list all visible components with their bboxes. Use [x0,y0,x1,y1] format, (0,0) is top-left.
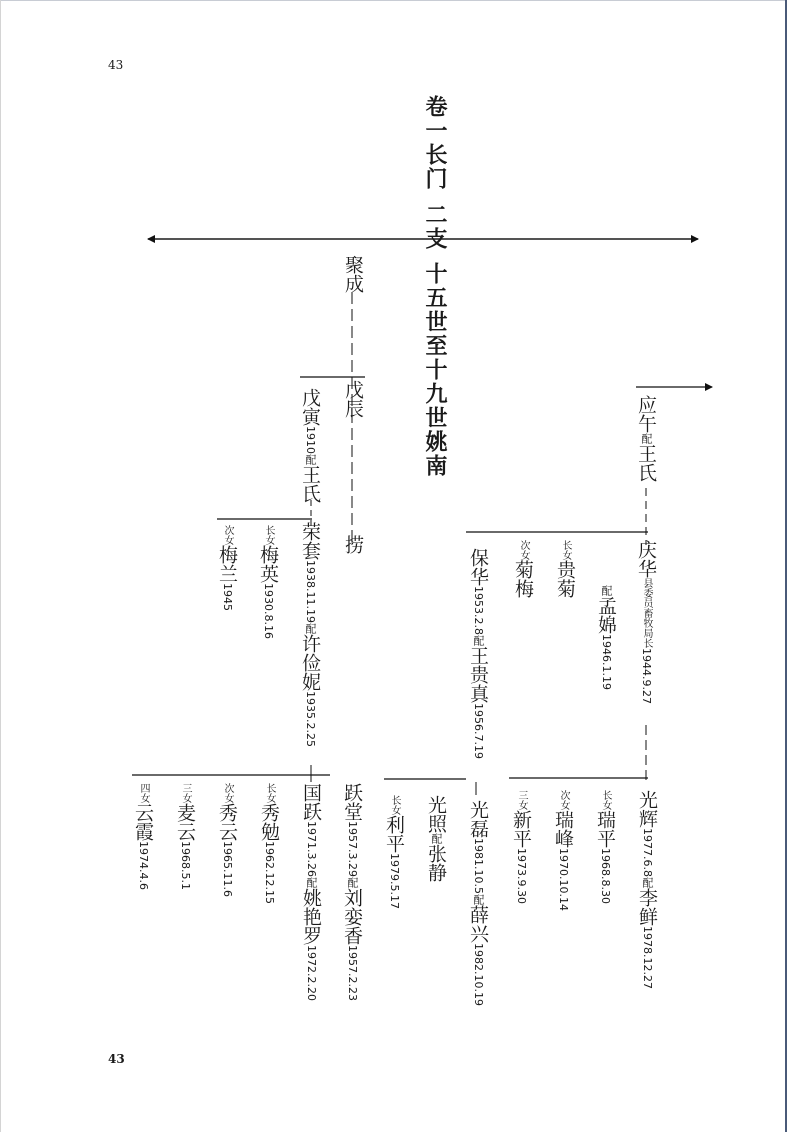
rank-label: 三女 [516,790,527,810]
birth-date: 1945 [221,583,234,611]
rank-label: 次女 [222,525,233,545]
birth-date: 1968.5.1 [179,841,192,890]
person-name: 瑞峰 [552,810,574,848]
birth-date: 1968.8.30 [599,848,612,904]
person-name: 麦云 [174,803,196,841]
person-wuyin [300,388,319,503]
person-qinghua [636,540,655,704]
rank-label: 长女 [560,540,571,560]
spouse-birth-date: 1935.2.25 [304,690,317,747]
birth-date: 1971.3.26 [305,821,318,877]
spouse-birth-date: 1982.10.19 [472,942,485,1006]
person-baohua [468,548,487,759]
person-name: 菊梅 [512,560,534,598]
spouse-birth-date: 1978.12.27 [641,925,654,989]
spouse-name: 姚艳罗 [300,887,322,945]
birth-date: 1957.3.29 [346,821,359,877]
person-name: 光磊 [467,800,489,838]
person-name: 戊寅 [299,388,321,426]
birth-date: 1973.9.30 [515,848,528,904]
rank-label: 长女 [264,783,275,803]
person-name: 光照 [425,795,447,833]
person-guiju [555,540,574,598]
title-branch: 二支 [422,203,447,251]
spouse-marker: 配 [305,876,318,888]
birth-date: 1930.8.16 [262,583,275,639]
person-yunxia [133,783,152,890]
spouse-birth-date: 1946.1.19 [600,634,613,690]
page-number-bottom: 43 [108,1052,125,1066]
birth-year: 1910 [304,426,317,454]
spouse-marker: 配 [304,454,317,465]
rank-label: 次女 [558,790,569,810]
person-ruifeng [553,790,572,911]
person-xinping [511,790,530,904]
birth-date: 1953.2.8 [472,586,485,635]
spouse-marker: 配 [304,622,317,634]
birth-date: 1970.10.14 [557,848,570,911]
person-name: 秀云 [216,803,238,841]
job-title: 县委员畜牧局长 [641,578,652,648]
spouse-marker: 配 [640,433,653,444]
birth-date: 1974.4.6 [137,841,150,890]
birth-date: 1979.5.17 [388,853,401,909]
birth-date: 1944.9.27 [640,648,653,704]
rank-label: 次女 [222,783,233,803]
spouse-marker: 配 [641,876,654,888]
spouse-birth-date: 1957.2.23 [346,944,359,1001]
rank-label: 长女 [389,795,400,815]
person-guanghui [637,790,656,989]
person-guoyue [301,783,320,1001]
birth-date: 1981.10.5 [472,838,485,894]
person-name: 新平 [510,810,532,848]
person-name: 国跃 [300,783,322,821]
person-lao: 捞 [342,535,364,554]
person-name: 利平 [383,815,405,853]
person-ruiping [595,790,614,904]
person-name: 应午 [635,395,657,433]
person-liping [384,795,403,909]
person-guangzhao [426,795,445,882]
spouse-name: 张静 [425,844,447,882]
title-volume: 卷一长门 [422,95,447,191]
person-xiuyun [217,783,236,897]
spouse-name: 王贵真 [467,645,489,703]
person-jucheng: 聚成 [342,255,364,293]
person-wuchen: 戊辰 [342,380,364,418]
person-name: 荣套 [299,522,321,560]
spouse-marker: 配 [430,833,443,844]
rank-label: 长女 [263,525,274,545]
spouse-name: 王氏 [299,465,321,503]
rank-label: 次女 [518,540,529,560]
person-maiyun [175,783,194,890]
person-name: 庆华 [635,540,657,578]
spouse-qinghua [596,585,615,690]
birth-date: 1965.11.6 [221,841,234,897]
person-yuetang [342,783,361,1001]
spouse-name: 薛兴 [467,904,489,943]
person-meilan [217,525,236,611]
spouse-marker: 配 [472,634,485,646]
page-number-top: 43 [108,58,124,72]
person-rongtao [300,522,319,747]
person-jumei [513,540,532,598]
person-name: 跃堂 [341,783,363,821]
person-name: 云霞 [132,803,154,841]
spouse-name: 王氏 [635,444,657,482]
spouse-marker: 配 [346,876,359,888]
birth-date: 1938.11.19 [304,560,317,623]
spouse-marker: 配 [472,893,485,905]
person-name: 瑞平 [594,810,616,848]
spouse-birth-date: 1956.7.19 [472,702,485,759]
person-name: 贵菊 [554,560,576,598]
spouse-marker: 配 [600,585,613,596]
person-name: 梅兰 [216,545,238,583]
rank-label: 三女 [180,783,191,803]
person-guanglei [468,800,487,1006]
person-meiying [258,525,277,639]
birth-date: 1977.6.8 [641,828,654,877]
person-xiumian [259,783,278,904]
rank-label: 长女 [600,790,611,810]
person-yingwu [636,395,655,482]
birth-date: 1962.12.15 [263,841,276,904]
spouse-name: 李鲜 [636,887,658,926]
spouse-birth-date: 1972.2.20 [305,944,318,1001]
spouse-name: 许俭妮 [299,633,321,691]
title-generations: 十五世至十九世姚南 [422,262,447,478]
spouse-name: 孟婂 [595,596,617,634]
person-name: 秀勉 [258,803,280,841]
person-name: 梅英 [257,545,279,583]
spouse-name: 刘娈香 [341,887,363,945]
person-name: 保华 [467,548,489,586]
rank-label: 四女 [138,783,149,803]
person-name: 光辉 [636,790,658,828]
